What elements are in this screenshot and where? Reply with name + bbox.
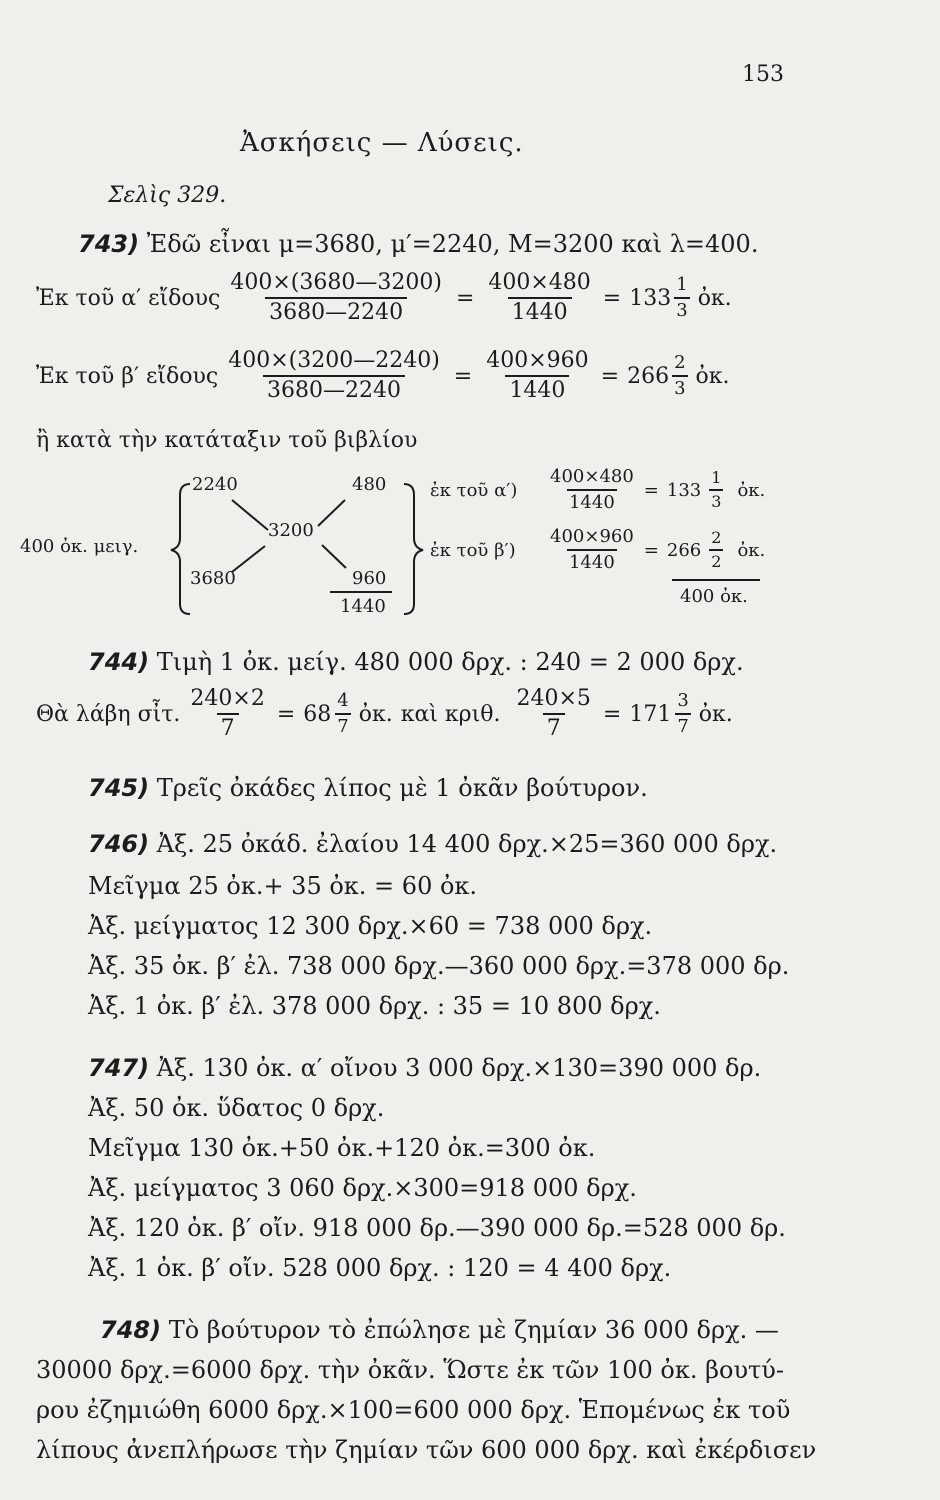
- diagram-total: 400 ὀκ.: [680, 586, 748, 607]
- fraction: [512, 688, 594, 740]
- exercise-747-line-4: Ἀξ. μείγματος 3 060 δρχ.×300=918 000 δρχ.: [88, 1174, 637, 1202]
- fraction: [709, 530, 723, 570]
- denominator: 7: [675, 713, 690, 736]
- numerator: 4: [337, 690, 349, 711]
- exercise-text: Ἐδῶ εἶναι μ=3680, μ′=2240, Μ=3200 καὶ λ=400.: [146, 230, 759, 258]
- equals-sign: =: [453, 363, 473, 389]
- numerator: 2: [711, 528, 722, 547]
- exercise-748-line-4: λίπους ἀνεπλήρωσε τὴν ζημίαν τῶν 600 000 δρχ. καὶ ἐκέρδισεν: [36, 1436, 817, 1464]
- exercise-747-line-5: Ἀξ. 120 ὀκ. β′ οἴν. 918 000 δρ.—390 000 δρ.=528 000 δρ.: [88, 1214, 786, 1242]
- denominator: 1440: [567, 549, 617, 572]
- diagram-sum: 1440: [340, 596, 386, 617]
- diagram-result-2: [430, 528, 765, 572]
- equals-sign: =: [455, 285, 475, 311]
- exercise-744-line-2: [36, 688, 733, 740]
- exercise-747-line-3: Μεῖγμα 130 ὀκ.+50 ὀκ.+120 ὀκ.=300 ὀκ.: [88, 1134, 596, 1162]
- exercise-number: 743): [78, 230, 140, 258]
- exercise-746-line-4: Ἀξ. 35 ὀκ. β′ ἐλ. 738 000 δρχ.—360 000 δρχ.=378 000 δρ.: [88, 952, 790, 980]
- denominator: 3: [709, 489, 723, 510]
- equals-sign: =: [643, 539, 659, 561]
- equals-sign: =: [600, 363, 620, 389]
- diagram-top-right: 480: [352, 474, 387, 495]
- connector-text: καὶ κριθ.: [400, 701, 501, 727]
- numerator: 400×(3680—3200): [230, 270, 442, 295]
- page-title: Ἀσκήσεις — Λύσεις.: [240, 128, 524, 158]
- denominator: 3: [672, 375, 687, 398]
- cross-line: [318, 500, 345, 526]
- numerator: 400×960: [486, 348, 589, 373]
- numerator: 2: [674, 352, 686, 373]
- numerator: 400×480: [488, 270, 591, 295]
- exercise-text: Ἀξ. 25 ὀκάδ. ἐλαίου 14 400 δρχ.×25=360 000 δρχ.: [156, 830, 778, 858]
- equals-sign: =: [643, 479, 659, 501]
- exercise-746-line-5: Ἀξ. 1 ὀκ. β′ ἐλ. 378 000 δρχ. : 35 = 10 800 δρχ.: [88, 992, 661, 1020]
- denominator: 3: [674, 297, 689, 320]
- left-brace: [171, 484, 190, 614]
- exercise-747-line-2: Ἀξ. 50 ὀκ. ὕδατος 0 δρχ.: [88, 1094, 385, 1122]
- exercise-number: 745): [88, 774, 150, 802]
- fraction: [186, 688, 268, 740]
- fraction: [548, 468, 636, 512]
- unit: ὀκ.: [695, 363, 730, 389]
- denominator: 7: [335, 713, 350, 736]
- result-label: ἐκ τοῦ α′): [430, 479, 518, 501]
- diagram-center: 3200: [268, 520, 314, 541]
- numerator: 240×5: [516, 686, 591, 711]
- exercise-number: 746): [88, 830, 150, 858]
- numerator: 1: [711, 468, 722, 487]
- exercise-number: 744): [88, 648, 150, 676]
- whole-number: 171: [629, 701, 672, 727]
- numerator: 400×960: [550, 526, 634, 547]
- unit: ὀκ.: [737, 539, 766, 561]
- book-method-line: ἢ κατὰ τὴν κατάταξιν τοῦ βιβλίου: [36, 428, 418, 453]
- exercise-746-line-2: Μεῖγμα 25 ὀκ.+ 35 ὀκ. = 60 ὀκ.: [88, 872, 478, 900]
- exercise-text: Τιμὴ 1 ὀκ. μείγ. 480 000 δρχ. : 240 = 2 000 δρχ.: [156, 648, 744, 676]
- fraction: [709, 470, 723, 510]
- exercise-748-line-2: 30000 δρχ.=6000 δρχ. τὴν ὀκᾶν. Ὥστε ἐκ τῶν 100 ὀκ. βουτύ-: [36, 1356, 785, 1384]
- fraction: [335, 692, 350, 736]
- unit: ὀκ.: [737, 479, 766, 501]
- exercise-747-line-6: Ἀξ. 1 ὀκ. β′ οἴν. 528 000 δρχ. : 120 = 4 400 δρχ.: [88, 1254, 672, 1282]
- cross-line: [232, 500, 268, 530]
- exercise-text: Τὸ βούτυρον τὸ ἐπώλησε μὲ ζημίαν 36 000 δρχ. —: [168, 1316, 779, 1344]
- equals-sign: =: [602, 701, 622, 727]
- row-label: Ἐκ τοῦ β′ εἴδους: [36, 363, 219, 389]
- right-brace: [404, 484, 423, 614]
- denominator: 3680—2240: [263, 375, 405, 402]
- fraction: [548, 528, 636, 572]
- cross-line: [232, 546, 265, 572]
- diagram-left-label: 400 ὀκ. μειγ.: [20, 536, 139, 557]
- diagram-result-1: [430, 468, 765, 512]
- exercise-745: [88, 774, 648, 802]
- denominator: 3680—2240: [265, 297, 407, 324]
- denominator: 1440: [505, 375, 569, 402]
- unit: ὀκ.: [358, 701, 393, 727]
- equals-sign: =: [602, 285, 622, 311]
- result-label: ἐκ τοῦ β′): [430, 539, 516, 561]
- exercise-746-line-1: [88, 830, 777, 858]
- exercise-746-line-3: Ἀξ. μείγματος 12 300 δρχ.×60 = 738 000 δρχ.: [88, 912, 653, 940]
- exercise-748-line-3: ρου ἐζημιώθη 6000 δρχ.×100=600 000 δρχ. Ἑπομένως ἐκ τοῦ: [36, 1396, 791, 1424]
- unit: ὀκ.: [697, 285, 732, 311]
- denominator: 7: [217, 713, 239, 740]
- row-label: Ἐκ τοῦ α′ εἴδους: [36, 285, 221, 311]
- exercise-number: 747): [88, 1054, 150, 1082]
- numerator: 240×2: [190, 686, 265, 711]
- diagram-top-left: 2240: [192, 474, 238, 495]
- equals-sign: =: [276, 701, 296, 727]
- whole-number: 68: [303, 701, 332, 727]
- exercise-text: Ἀξ. 130 ὀκ. α′ οἴνου 3 000 δρχ.×130=390 000 δρ.: [156, 1054, 762, 1082]
- exercise-744-line-1: [88, 648, 744, 676]
- unit: ὀκ.: [698, 701, 733, 727]
- whole-number: 266: [627, 363, 670, 389]
- fraction: [675, 692, 690, 736]
- denominator: 7: [543, 713, 565, 740]
- denominator: 2: [709, 549, 723, 570]
- numerator: 400×(3200—2240): [228, 348, 440, 373]
- whole-number: 133: [629, 285, 672, 311]
- numerator: 400×480: [550, 466, 634, 487]
- cross-line: [322, 545, 346, 568]
- numerator: 1: [676, 274, 688, 295]
- exercise-747-line-1: [88, 1054, 761, 1082]
- row-label: Θὰ λάβη σἶτ.: [36, 701, 181, 727]
- page-number: 153: [742, 62, 784, 87]
- numerator: 3: [677, 690, 689, 711]
- exercise-text: Τρεῖς ὀκάδες λίπος μὲ 1 ὀκᾶν βούτυρον.: [156, 774, 648, 802]
- section-reference: Σελὶς 329.: [108, 183, 227, 208]
- denominator: 1440: [567, 489, 617, 512]
- diagram-bottom-right: 960: [352, 568, 387, 589]
- whole-number: 133: [666, 479, 702, 501]
- whole-number: 266: [666, 539, 702, 561]
- diagram-bottom-left: 3680: [190, 568, 236, 589]
- denominator: 1440: [508, 297, 572, 324]
- exercise-number: 748): [100, 1316, 162, 1344]
- exercise-748-line-1: [100, 1316, 779, 1344]
